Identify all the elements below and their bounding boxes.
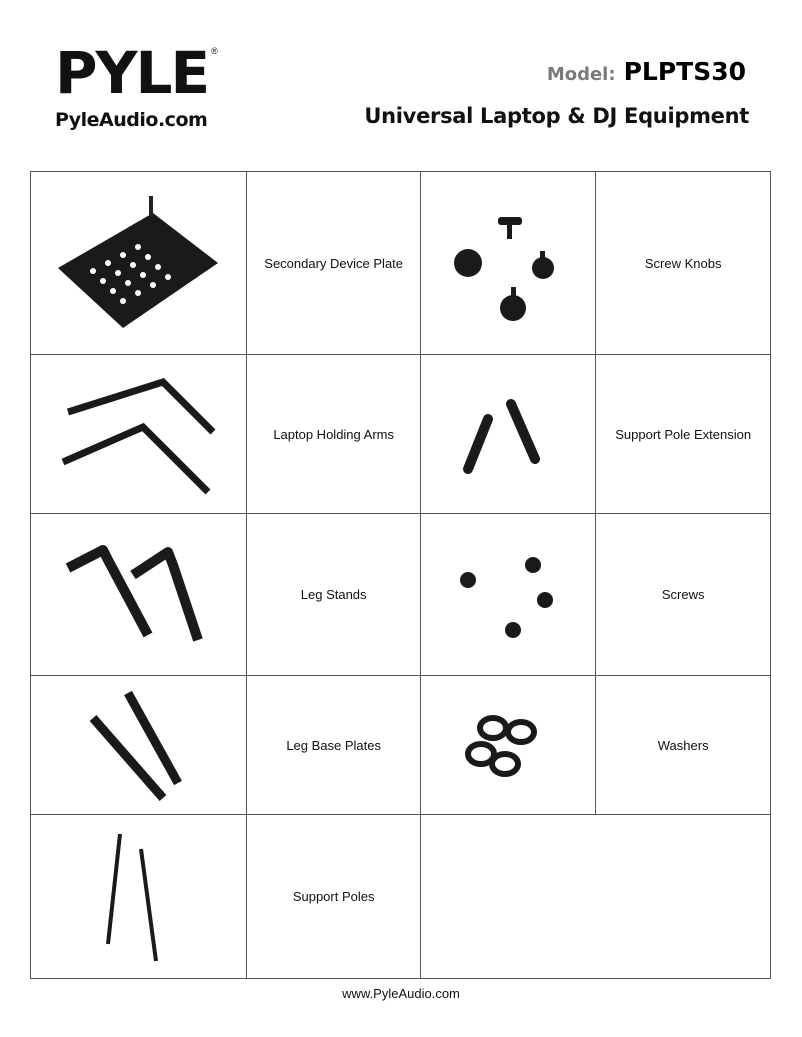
screw-knobs-image xyxy=(421,172,596,355)
part-label: Leg Base Plates xyxy=(246,676,421,815)
pyle-logo xyxy=(55,40,218,132)
leg-stands-image xyxy=(31,514,247,676)
logo-row xyxy=(55,40,218,106)
table-row xyxy=(31,172,771,355)
part-label: Leg Stands xyxy=(246,514,421,676)
table-row xyxy=(31,676,771,815)
part-label: Laptop Holding Arms xyxy=(246,355,421,514)
base-plates-image xyxy=(31,676,247,815)
support-poles-image xyxy=(31,815,247,979)
model-value: PLPTS30 xyxy=(623,57,746,86)
page-title: Universal Laptop & DJ Equipment xyxy=(364,104,749,128)
footer-url: www.PyleAudio.com xyxy=(342,986,460,1001)
model-label: Model: xyxy=(546,64,616,85)
table-row xyxy=(31,514,771,676)
registered-mark: ® xyxy=(211,46,218,56)
screws-image xyxy=(421,514,596,676)
pole-extension-image xyxy=(421,355,596,514)
washers-image xyxy=(421,676,596,815)
table-row xyxy=(31,355,771,514)
holding-arms-image xyxy=(31,355,247,514)
part-label: Support Pole Extension xyxy=(596,355,771,514)
part-label: Screws xyxy=(596,514,771,676)
model xyxy=(547,56,746,91)
device-plate-image xyxy=(31,172,247,355)
part-label: Secondary Device Plate xyxy=(246,172,421,355)
empty-cell xyxy=(421,815,771,979)
logo-url: PyleAudio.com xyxy=(55,109,208,131)
parts-table xyxy=(30,171,771,979)
part-label: Support Poles xyxy=(246,815,421,979)
part-label: Washers xyxy=(596,676,771,815)
part-label: Screw Knobs xyxy=(596,172,771,355)
table-row xyxy=(31,815,771,979)
logo-mark: PYLE xyxy=(55,39,209,107)
